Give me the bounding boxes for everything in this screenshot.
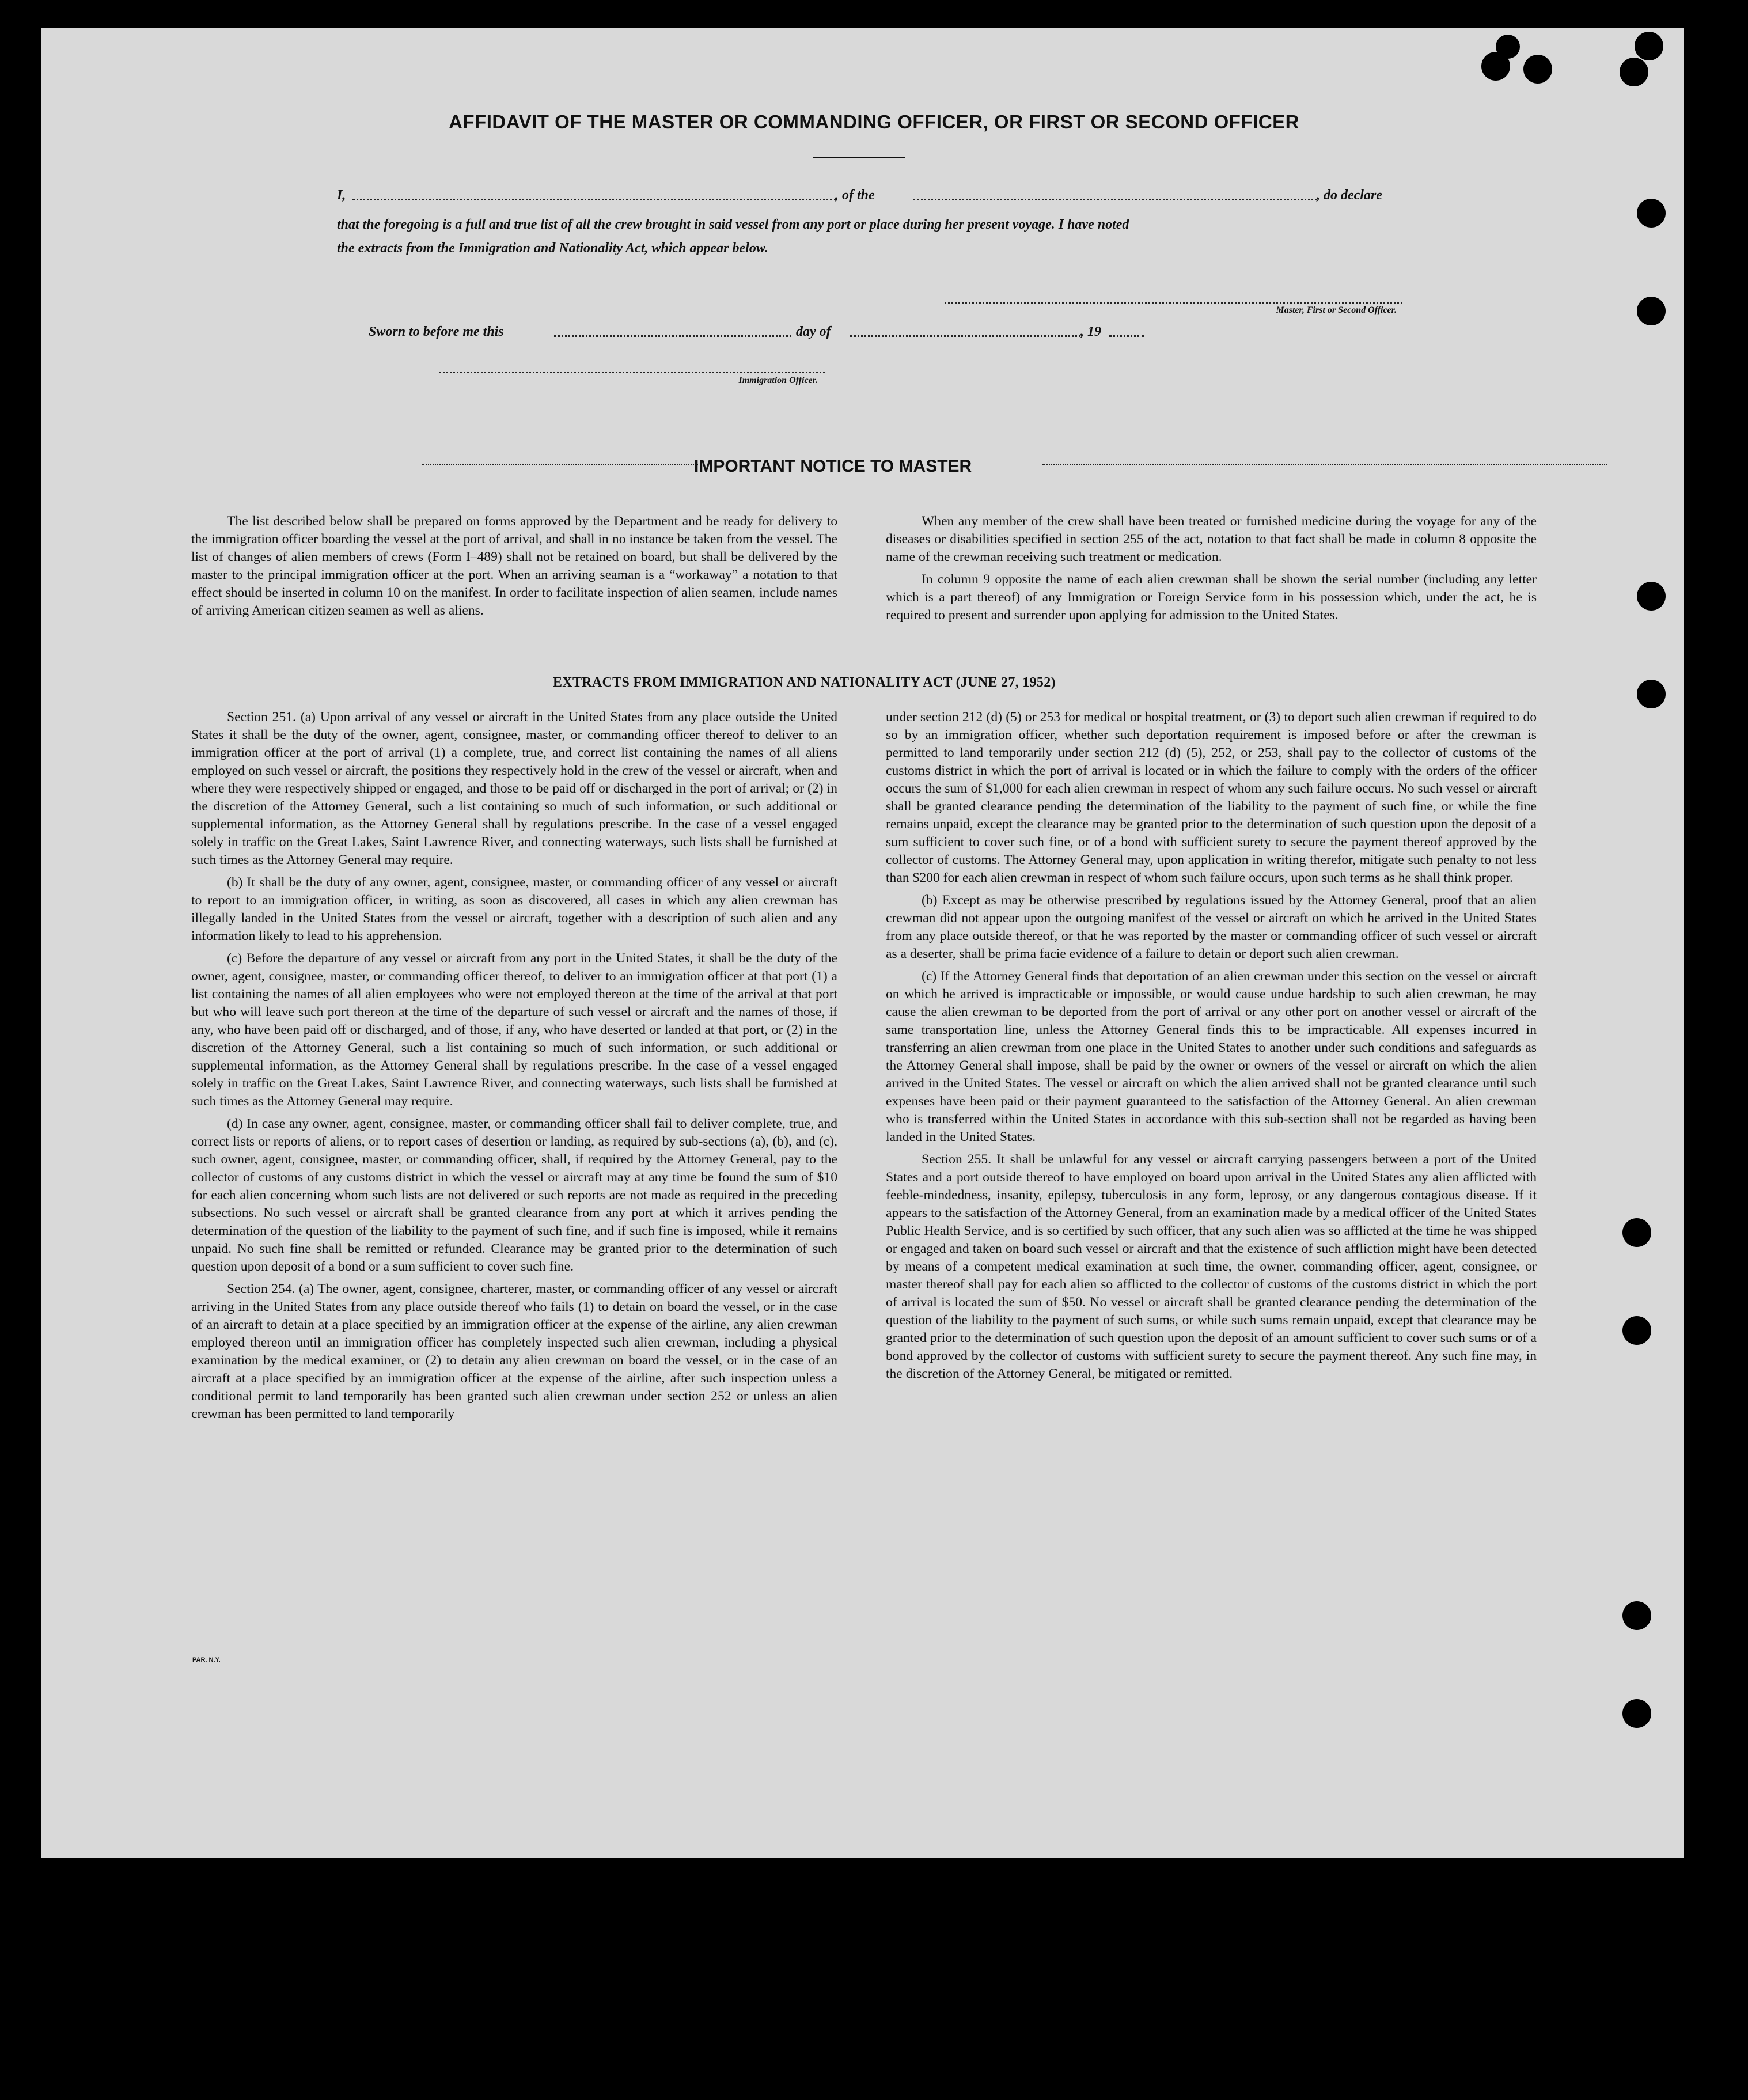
title-underline	[813, 157, 905, 158]
extract-paragraph: under section 212 (d) (5) or 253 for medical or hospital treatment, or (3) to deport such alien crewman if required to do so by an immigration officer, whether such deportation requirement is imposed before or after the crewman is permitted to land temporarily under section 212 (d) (5), 252, or 253, shall pay to the collector of customs of the customs district in which the port of arrival is located or in which the failure to comply with the orders of the officer occurs the sum of $1,000 for each alien crewman in respect of whom any such failure occurs. No such vessel or aircraft shall be granted clearance pending the determination of the liability to the payment of such fine, or while the fine remains unpaid, except the clearance may be granted prior to the determination of such question upon the deposit of a sum sufficient to cover such fine, or of a bond with sufficient surety to secure the payment thereof approved by the collector of customs. The Attorney General may, upon application in writing therefor, mitigate such penalty to not less than $200 for each alien crewman in respect of whom such failure occurs, upon such terms as he shall think proper.	[886, 710, 1537, 885]
notice-divider	[1042, 464, 1607, 465]
notice-right-column	[886, 513, 1537, 629]
officer-signature-line[interactable]	[439, 372, 825, 373]
declarant-label: I,	[337, 188, 346, 203]
extract-paragraph: (c) If the Attorney General finds that deportation of an alien crewman under this section on the vessel or aircraft on which he arrived is impracticable or impossible, or would cause undue hardship to such alien crewman, he may cause the alien crewman to be deported from the port of arrival or any other port on another vessel or aircraft of the same transportation line, unless the Attorney General finds this to be impracticable. All expenses incurred in transferring an alien crewman from one place in the United States to another under such conditions and safeguards as the Attorney General shall impose, shall be paid by the owner or owners of the vessel or aircraft on which the alien arrived in the United States. The vessel or aircraft on which the alien arrived shall not be granted clearance until such expenses have been paid or their payment guaranteed to the satisfaction of the Attorney General. An alien crewman who is transferred within the United States in accordance with this sub-section shall not be regarded as having been landed in the United States.	[886, 969, 1537, 1144]
punch-hole	[1622, 1699, 1651, 1728]
extract-paragraph: (d) In case any owner, agent, consignee, master, or commanding officer shall fail to deliver complete, true, and correct lists or reports of aliens, or to report cases of desertion or landing, as required by sub-sections (a), (b), and (c), such owner, agent, consignee, master, or commanding officer, shall, if required by the Attorney General, pay to the collector of customs of any customs district in which the vessel or aircraft may at any time be found the sum of $10 for each alien concerning whom such lists are not delivered or such reports are not made as required in the preceding subsections. No such vessel or aircraft shall be granted clearance from any port at which it arrives pending the determination of the question of the liability to the payment of such fine, and if such fine is imposed, while it remains unpaid. No such fine shall be remitted or refunded. Clearance may be granted prior to the determination of such question upon deposit of a bond or a sum sufficient to cover such fine.	[191, 1116, 837, 1274]
notice-right-paragraph-2: In column 9 opposite the name of each alien crewman shall be shown the serial number (including any letter which is a part thereof) of any Immigration or Foreign Service form in his possession which, under the act, he is required to present and surrender upon applying for admission to the United States.	[886, 572, 1537, 623]
affidavit-statement-line1: that the foregoing is a full and true list of all the crew brought in said vessel from any port or place during her present voyage. I have noted	[337, 217, 1129, 232]
officer-signature-label: Immigration Officer.	[738, 376, 818, 385]
vessel-name-field[interactable]	[913, 199, 1317, 200]
affidavit-title: AFFIDAVIT OF THE MASTER OR COMMANDING OFFICER, OR FIRST OR SECOND OFFICER	[449, 111, 1299, 132]
extract-paragraph: (c) Before the departure of any vessel or aircraft from any port in the United States, it shall be the duty of the owner, agent, consignee, master, or commanding officer thereof, to deliver to an immigration officer at that port (1) a list containing the names of all alien employees who were not employed thereon at the time of the arrival at that port but who will leave such port thereon at the time of the departure of such vessel or aircraft and the names of those, if any, who have been paid off or discharged, and of those, if any, who have deserted or landed at that port, or (2) in the discretion of the Attorney General, such a list containing so much of such information, or such additional or supplemental information, as the Attorney General shall by regulations prescribe. In the case of a vessel engaged solely in traffic on the Great Lakes, Saint Lawrence River, and connecting waterways, such lists shall be furnished at such times as the Attorney General may require.	[191, 951, 837, 1109]
punch-hole	[1496, 35, 1520, 59]
notice-right-paragraph-1: When any member of the crew shall have been treated or furnished medicine during the voyage for any of the diseases or disabilities specified in section 255 of the act, notation to that fact shall be made in column 8 opposite the name of the crewman receiving such treatment or medication.	[886, 514, 1537, 564]
master-signature-label: Master, First or Second Officer.	[1276, 305, 1397, 315]
sworn-month-field[interactable]	[850, 335, 1080, 337]
master-signature-line[interactable]	[945, 302, 1402, 304]
extracts-left-column	[191, 708, 837, 1428]
extract-paragraph: (b) Except as may be otherwise prescribed by regulations issued by the Attorney General, proof that an alien crewman did not appear upon the outgoing manifest of the vessel or aircraft on which he arrived in the United States from any place outside thereof, or that he was reported by the master or commanding officer of such vessel or aircraft as a deserter, shall be prima facie evidence of a failure to detain or deport such alien crewman.	[886, 893, 1537, 961]
of-the-label: , of the	[835, 188, 875, 203]
extract-paragraph: Section 251. (a) Upon arrival of any vessel or aircraft in the United States from any place outside the United States it shall be the duty of the owner, agent, consignee, master, or commanding officer thereof to deliver to an immigration officer at the port of arrival (1) a complete, true, and correct list containing the names of all aliens employed on such vessel or aircraft, the positions they respectively hold in the crew of the vessel or aircraft, when and where they were respectively shipped or engaged, and those to be paid off or discharged in the port of arrival; or (2) in the discretion of the Attorney General, such a list containing so much of such information, or such additional or supplemental information, as the Attorney General shall by regulations prescribe. In the case of a vessel engaged solely in traffic on the Great Lakes, Saint Lawrence River, and connecting waterways, such lists shall be furnished at such times as the Attorney General may require.	[191, 710, 837, 867]
extract-paragraph: Section 255. It shall be unlawful for any vessel or aircraft carrying passengers between a port of the United States and a port outside thereof to have employed on board upon arrival in the United States any alien afflicted with feeble-mindedness, insanity, epilepsy, tuberculosis in any form, leprosy, or any dangerous contagious disease. If it appears to the satisfaction of the Attorney General, from an examination made by a medical officer of the United States Public Health Service, and is so certified by such officer, that any such alien was so afflicted at the time he was shipped or engaged and taken on board such vessel or aircraft and that the existence of such affliction might have been detected by means of a competent medical examination at such time, the owner, commanding officer, agent, consignee, or master thereof shall pay for each alien so afflicted to the collector of customs of the customs district in which the port of arrival is located the sum of $50. No vessel or aircraft shall be granted clearance pending the determination of the question of the liability to the payment of such sums, or while such sums remain unpaid, except that clearance may be granted prior to the determination of such question upon the deposit of an amount sufficient to cover such sums or of a bond approved by the collector of customs with sufficient surety to secure the payment thereof. Any such fine may, in the discretion of the Attorney General, be mitigated or remitted.	[886, 1152, 1537, 1381]
sworn-day-field[interactable]	[554, 335, 791, 337]
notice-title: IMPORTANT NOTICE TO MASTER	[694, 457, 972, 476]
punch-hole	[1637, 297, 1666, 325]
punch-hole	[1622, 1316, 1651, 1345]
punch-hole	[1637, 680, 1666, 708]
extracts-right-column	[886, 708, 1537, 1388]
extract-paragraph: Section 254. (a) The owner, agent, consignee, charterer, master, or commanding officer of any vessel or aircraft arriving in the United States from any place outside thereof who fails (1) to detain on board the vessel, or in the case of an aircraft to detain at a place specified by an immigration officer at the expense of the airline, any alien crewman employed thereon until an immigration officer has completely inspected such alien crewman, including a physical examination by the medical examiner, or (2) to detain any alien crewman on board the vessel, or in the case of an aircraft at a place specified by an immigration officer at the expense of the airline, after such inspection unless a conditional permit to land temporarily has been granted such alien crewman under section 252 or unless an alien crewman has been permitted to land temporarily	[191, 1282, 837, 1422]
do-declare-label: , do declare	[1317, 188, 1382, 203]
notice-left-paragraph: The list described below shall be prepared on forms approved by the Department and be ready for delivery to the immigration officer boarding the vessel at the port of arrival, and shall in no instance be taken from the vessel. The list of changes of alien members of crews (Form I–489) shall not be retained on board, but shall be delivered by the master to the principal immigration officer at the port. When an arriving seaman is a “workaway” a notation to that effect should be inserted in column 10 on the manifest. In order to facilitate inspection of alien seamen, include names of arriving American citizen seamen as well as aliens.	[191, 514, 837, 618]
sworn-label: Sworn to before me this	[369, 324, 504, 339]
punch-hole	[1635, 32, 1663, 60]
sworn-year-field[interactable]	[1109, 335, 1144, 337]
notice-divider	[422, 464, 698, 465]
extract-paragraph: (b) It shall be the duty of any owner, agent, consignee, master, or commanding officer of any vessel or aircraft to report to an immigration officer, in writing, as soon as discovered, all cases in which any alien crewman has illegally landed in the United States from the vessel or aircraft, together with a description of such alien and any information likely to lead to his apprehension.	[191, 875, 837, 943]
affidavit-statement-line2: the extracts from the Immigration and Nationality Act, which appear below.	[337, 241, 768, 256]
day-of-label: day of	[796, 324, 831, 339]
printer-mark: PAR. N.Y.	[192, 1657, 221, 1663]
notice-left-column	[191, 513, 837, 624]
punch-hole	[1637, 199, 1666, 228]
year-label: , 19	[1080, 324, 1101, 339]
punch-hole	[1523, 55, 1552, 84]
punch-hole	[1622, 1218, 1651, 1247]
declarant-name-field[interactable]	[352, 199, 836, 200]
punch-hole	[1620, 58, 1648, 86]
punch-hole	[1637, 582, 1666, 611]
punch-hole	[1622, 1601, 1651, 1630]
extracts-title: EXTRACTS FROM IMMIGRATION AND NATIONALITY ACT (JUNE 27, 1952)	[553, 675, 1056, 690]
